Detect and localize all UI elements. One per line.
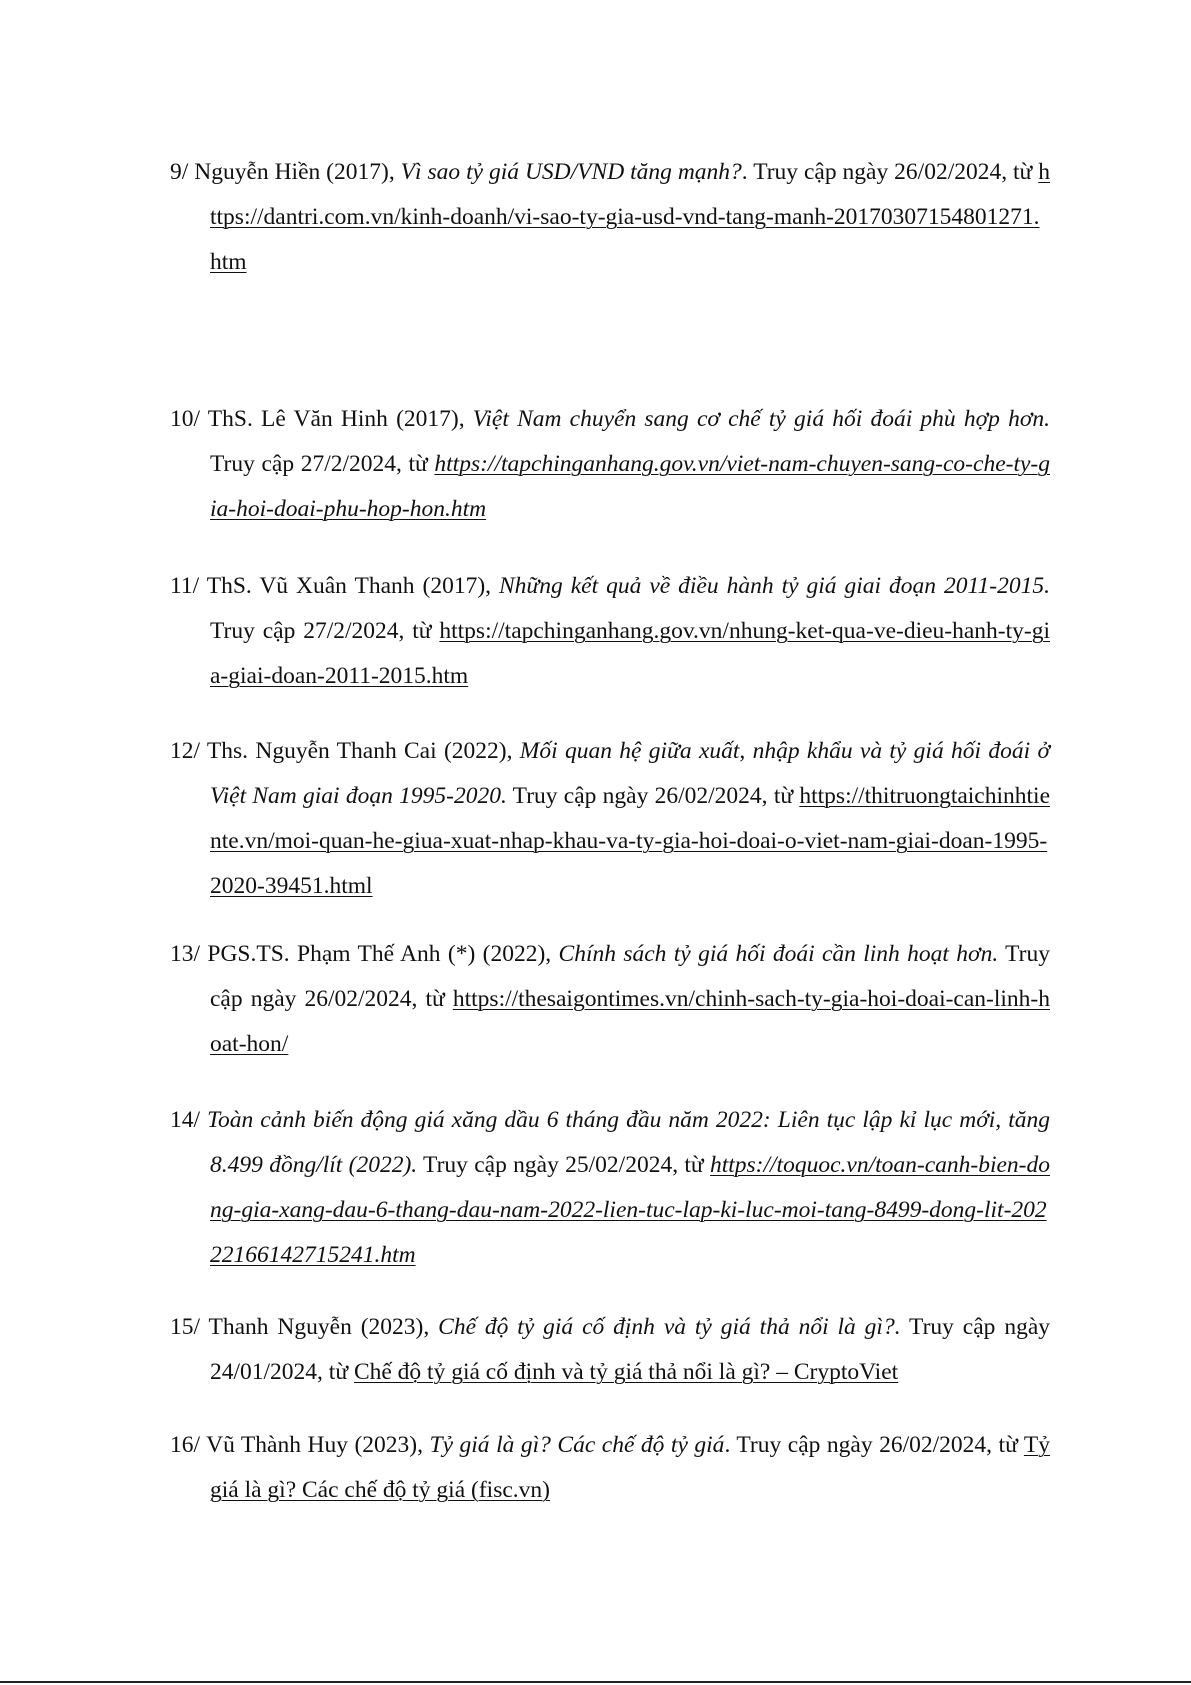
reference-number: 11/ xyxy=(170,573,200,599)
reference-author: Vũ Thành Huy (2023), xyxy=(200,1432,430,1458)
reference-title: Mối quan hệ giữa xuất, nhập khẩu và tỷ giá hối đoái ở Việt Nam giai đoạn 1995-2020. xyxy=(210,738,1050,809)
reference-number: 16/ xyxy=(170,1432,201,1458)
reference-title: Toàn cảnh biến động giá xăng dầu 6 tháng đầu năm 2022: Liên tục lập kỉ lục mới, tăng 8.499 đồng/lít (2022). xyxy=(207,1107,1050,1178)
reference-author: Ths. Nguyễn Thanh Cai (2022), xyxy=(200,738,520,764)
reference-number: 13/ xyxy=(170,941,201,967)
reference-link[interactable]: Chế độ tỷ giá cố định và tỷ giá thả nổi là gì? – CryptoViet xyxy=(353,1359,899,1385)
reference-title: Việt Nam chuyển sang cơ chế tỷ giá hối đoái phù hợp hơn. xyxy=(472,406,1050,432)
reference-link[interactable]: https://toquoc.vn/toan-canh-bien-dong-gia-xang-dau-6-thang-dau-nam-2022-lien-tuc-lap-ki-luc-moi-tang-8499-dong-lit-20222166142715241.htm xyxy=(210,1152,1050,1268)
reference-author: PGS.TS. Phạm Thế Anh (*) (2022), xyxy=(200,941,559,967)
reference-item-15 xyxy=(170,1305,1050,1395)
page-bottom-divider xyxy=(0,1681,1191,1683)
reference-author: ThS. Lê Văn Hinh (2017), xyxy=(200,406,473,432)
reference-number: 14/ xyxy=(170,1107,201,1133)
reference-title: Chế độ tỷ giá cố định và tỷ giá thả nổi là gì?. xyxy=(438,1314,901,1340)
reference-link[interactable]: Tỷ giá là gì? Các chế độ tỷ giá (fisc.vn) xyxy=(210,1432,1051,1503)
reference-link[interactable]: https://tapchinganhang.gov.vn/nhung-ket-qua-ve-dieu-hanh-ty-gia-giai-doan-2011-2015.htm xyxy=(210,618,1050,689)
reference-author: Nguyễn Hiền (2017), xyxy=(188,159,401,185)
reference-link[interactable]: https://tapchinganhang.gov.vn/viet-nam-chuyen-sang-co-che-ty-gia-hoi-doai-phu-hop-hon.htm xyxy=(210,451,1050,522)
reference-number: 15/ xyxy=(170,1314,201,1340)
reference-access: Truy cập ngày 26/02/2024, từ xyxy=(506,783,800,809)
reference-title: Những kết quả về điều hành tỷ giá giai đoạn 2011-2015. xyxy=(499,573,1050,599)
reference-access: . Truy cập ngày 26/02/2024, từ xyxy=(724,1432,1024,1458)
reference-link[interactable]: https://dantri.com.vn/kinh-doanh/vi-sao-ty-gia-usd-vnd-tang-manh-20170307154801271.htm xyxy=(210,159,1050,275)
reference-author: Thanh Nguyễn (2023), xyxy=(200,1314,439,1340)
reference-item-11 xyxy=(170,564,1050,699)
reference-access: Truy cập ngày 24/01/2024, từ xyxy=(210,1314,1050,1385)
reference-item-9 xyxy=(170,150,1050,285)
reference-access: Truy cập 27/2/2024, từ xyxy=(210,451,435,477)
reference-item-13 xyxy=(170,932,1050,1067)
reference-title: Tỷ giá là gì? Các chế độ tỷ giá xyxy=(429,1432,725,1458)
reference-item-16 xyxy=(170,1423,1050,1513)
reference-link[interactable]: https://thitruongtaichinhtiente.vn/moi-quan-he-giua-xuat-nhap-khau-va-ty-gia-hoi-doai-o-viet-nam-giai-doan-1995-2020-39451.html xyxy=(210,783,1050,899)
reference-number: 9/ xyxy=(170,159,189,185)
reference-item-14 xyxy=(170,1098,1050,1278)
reference-title: Vì sao tỷ giá USD/VND tăng mạnh? xyxy=(400,159,742,185)
reference-number: 10/ xyxy=(170,406,201,432)
reference-access: Truy cập ngày 25/02/2024, từ xyxy=(417,1152,710,1178)
reference-access: Truy cập ngày 26/02/2024, từ xyxy=(210,941,1051,1012)
reference-link[interactable]: https://thesaigontimes.vn/chinh-sach-ty-gia-hoi-doai-can-linh-hoat-hon/ xyxy=(210,986,1050,1057)
reference-item-10 xyxy=(170,397,1050,532)
reference-access: . Truy cập ngày 26/02/2024, từ xyxy=(741,159,1039,185)
reference-access: Truy cập 27/2/2024, từ xyxy=(210,618,440,644)
reference-author: ThS. Vũ Xuân Thanh (2017), xyxy=(199,573,499,599)
reference-title: Chính sách tỷ giá hối đoái cần linh hoạt hơn. xyxy=(558,941,999,967)
reference-item-12 xyxy=(170,729,1050,909)
reference-number: 12/ xyxy=(170,738,201,764)
